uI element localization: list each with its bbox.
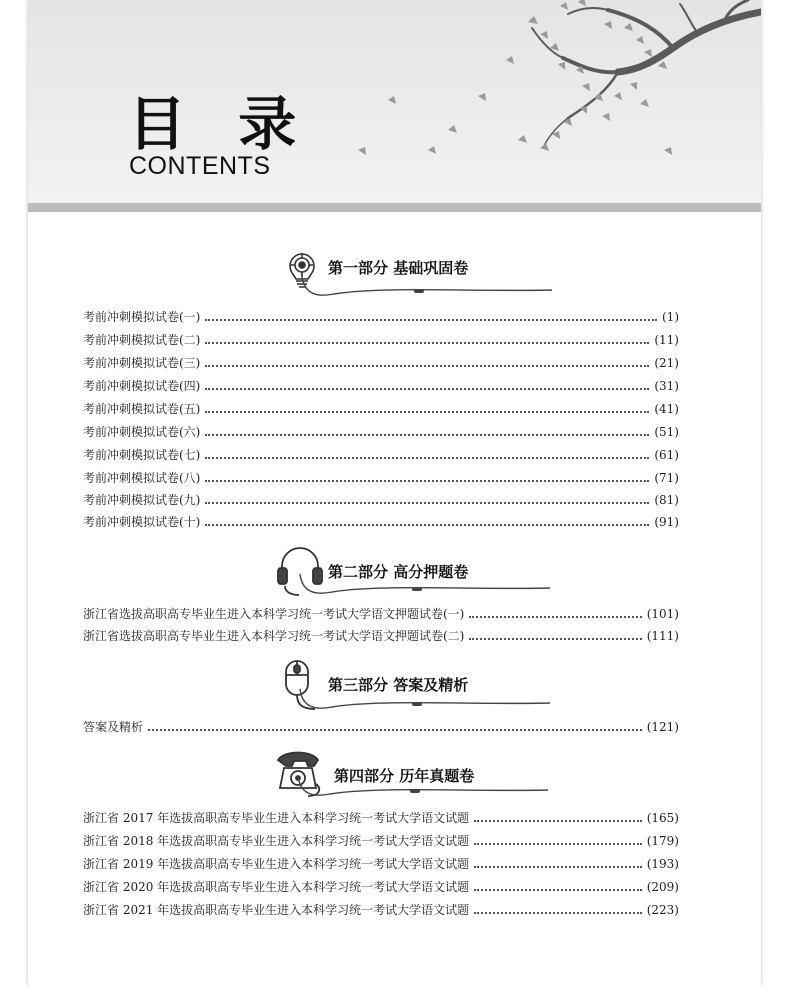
section-title-1: 第一部分 基础巩固卷	[328, 259, 469, 277]
toc-entry-title: 考前冲刺模拟试卷(九)	[83, 493, 201, 507]
toc-leader-dots	[205, 364, 649, 367]
section-heading-4	[270, 742, 570, 804]
toc-entry-title: 考前冲刺模拟试卷(三)	[83, 356, 201, 370]
toc-leader-dots	[474, 865, 642, 868]
toc-leader-dots	[205, 479, 649, 482]
toc-entry-title: 考前冲刺模拟试卷(七)	[83, 448, 201, 462]
toc-entry[interactable]	[83, 307, 679, 327]
toc-entry[interactable]	[83, 808, 679, 828]
section-title-2: 第二部分 高分押题卷	[328, 563, 469, 581]
page-header	[28, 0, 761, 203]
toc-leader-dots	[205, 410, 649, 413]
toc-entry-page: (71)	[654, 471, 679, 485]
toc-entry-page: (41)	[654, 402, 679, 416]
toc-entry-page: (121)	[646, 720, 679, 734]
toc-entry-page: (31)	[654, 379, 679, 393]
toc-entry[interactable]	[83, 717, 679, 737]
toc-entry[interactable]	[83, 877, 679, 897]
toc-entry-page: (111)	[646, 629, 679, 643]
toc-entry-page: (193)	[646, 857, 679, 871]
toc-leader-dots	[205, 433, 649, 436]
toc-entry[interactable]	[83, 512, 679, 532]
toc-entry-page: (61)	[654, 448, 679, 462]
toc-leader-dots	[148, 728, 642, 731]
toc-entry-page: (101)	[646, 607, 679, 621]
toc-leader-dots	[474, 911, 642, 914]
toc-entry-page: (81)	[654, 493, 679, 507]
section-title-3: 第三部分 答案及精析	[328, 676, 469, 694]
toc-entry[interactable]	[83, 422, 679, 442]
toc-entry-page: (51)	[654, 425, 679, 439]
toc-entry-title: 浙江省 2019 年选拔高职高专毕业生进入本科学习统一考试大学语文试题	[83, 857, 470, 871]
toc-entry-title: 答案及精析	[83, 720, 144, 734]
toc-leader-dots	[469, 615, 641, 618]
toc-leader-dots	[205, 387, 649, 390]
section-heading-2	[272, 540, 562, 602]
toc-leader-dots	[205, 501, 649, 504]
toc-entry-page: (165)	[646, 811, 679, 825]
toc-entry[interactable]	[83, 490, 679, 510]
toc-entry-title: 考前冲刺模拟试卷(二)	[83, 333, 201, 347]
toc-leader-dots	[205, 456, 649, 459]
ginkgo-branch-illustration	[318, 0, 761, 200]
section-title-4: 第四部分 历年真题卷	[334, 767, 475, 785]
header-divider	[28, 203, 761, 212]
toc-entry[interactable]	[83, 445, 679, 465]
toc-entry-title: 浙江省选拔高职高专毕业生进入本科学习统一考试大学语文押题试卷(二)	[83, 629, 465, 643]
toc-entry[interactable]	[83, 604, 679, 624]
toc-entry[interactable]	[83, 330, 679, 350]
toc-entry-title: 考前冲刺模拟试卷(六)	[83, 425, 201, 439]
toc-entry-title: 浙江省 2018 年选拔高职高专毕业生进入本科学习统一考试大学语文试题	[83, 834, 470, 848]
toc-entry[interactable]	[83, 854, 679, 874]
toc-leader-dots	[474, 888, 642, 891]
page-subtitle: CONTENTS	[129, 152, 271, 180]
toc-entry-page: (179)	[646, 834, 679, 848]
toc-entry-title: 考前冲刺模拟试卷(四)	[83, 379, 201, 393]
toc-leader-dots	[205, 523, 649, 526]
toc-entry-page: (21)	[654, 356, 679, 370]
toc-entry[interactable]	[83, 900, 679, 920]
section-heading-3	[272, 655, 562, 717]
toc-entry-page: (209)	[646, 880, 679, 894]
section-heading-1	[274, 242, 564, 304]
toc-entry[interactable]	[83, 376, 679, 396]
toc-entry-page: (91)	[654, 515, 679, 529]
toc-entry-title: 考前冲刺模拟试卷(一)	[83, 310, 201, 324]
toc-leader-dots	[205, 341, 649, 344]
toc-entry-page: (223)	[646, 903, 679, 917]
toc-entry-title: 浙江省选拔高职高专毕业生进入本科学习统一考试大学语文押题试卷(一)	[83, 607, 465, 621]
toc-leader-dots	[205, 318, 657, 321]
toc-entry[interactable]	[83, 468, 679, 488]
toc-entry[interactable]	[83, 831, 679, 851]
toc-entry[interactable]	[83, 353, 679, 373]
toc-entry[interactable]	[83, 399, 679, 419]
toc-entry-title: 考前冲刺模拟试卷(八)	[83, 471, 201, 485]
toc-entry[interactable]	[83, 626, 679, 646]
page-title: 目 录	[128, 90, 313, 158]
toc-entry-page: (1)	[662, 310, 679, 324]
toc-entry-page: (11)	[654, 333, 679, 347]
toc-entry-title: 浙江省 2017 年选拔高职高专毕业生进入本科学习统一考试大学语文试题	[83, 811, 470, 825]
toc-leader-dots	[474, 819, 642, 822]
toc-entry-title: 浙江省 2020 年选拔高职高专毕业生进入本科学习统一考试大学语文试题	[83, 880, 470, 894]
toc-entry-title: 考前冲刺模拟试卷(十)	[83, 515, 201, 529]
toc-leader-dots	[469, 637, 641, 640]
toc-entry-title: 浙江省 2021 年选拔高职高专毕业生进入本科学习统一考试大学语文试题	[83, 903, 470, 917]
toc-entry-title: 考前冲刺模拟试卷(五)	[83, 402, 201, 416]
toc-leader-dots	[474, 842, 642, 845]
